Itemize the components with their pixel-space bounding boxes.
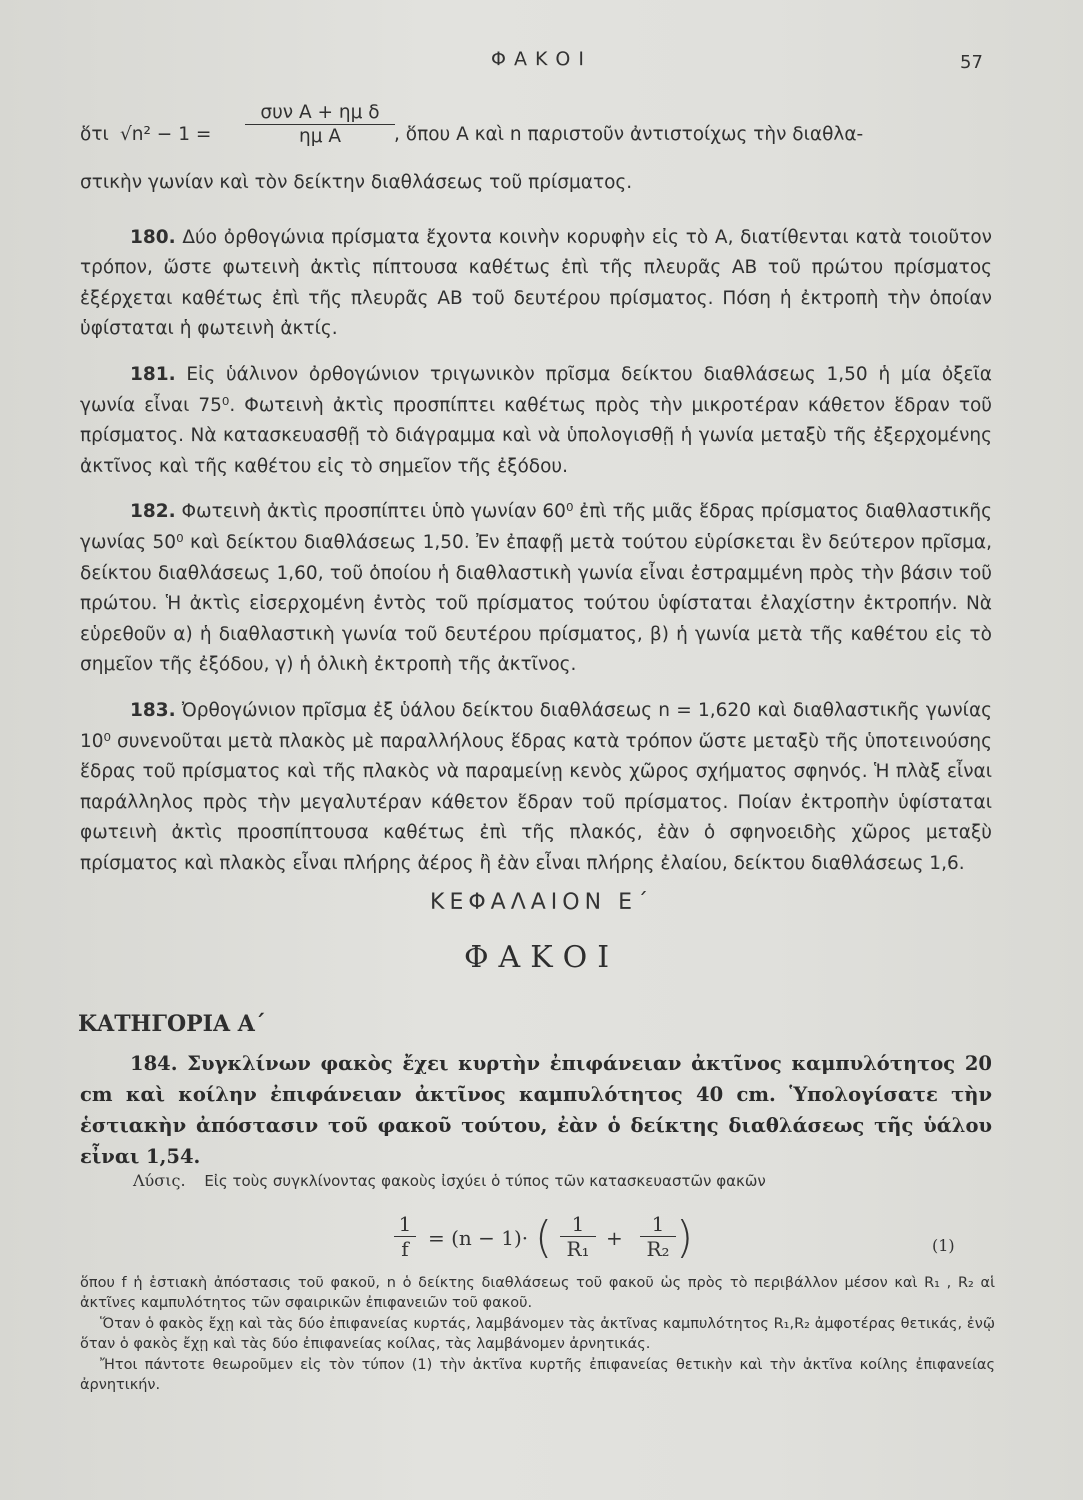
formula-prefix: ὅτι bbox=[80, 124, 109, 145]
problem-text: Ὀρθογώνιον πρῖσμα ἐξ ὑάλου δείκτου διαθλάσεως n = 1,620 καὶ διαθλαστικῆς γωνίας 10⁰ συνενοῦται μετὰ πλακὸς μὲ παραλλήλους ἕδρας κατὰ τρόπον ὥστε μεταξὺ τῆς ὑποτεινούσης ἕδρας τοῦ πρίσματος καὶ τῆς πλακὸς νὰ παραμείνῃ κενὸς χῶρος σχήματος σφηνός. Ἡ πλὰξ εἶναι παράλληλος πρὸς τὴν μεγαλυτέραν κάθετον ἕδραν τοῦ πρίσματος. Ποίαν ἐκτροπὴν ὑφίσταται φωτεινὴ ἀκτὶς προσπίπτουσα καθέτως ἐπὶ τῆς πλακός, ἐὰν ὁ σφηνοειδὴς χῶρος μεταξὺ πρίσματος καὶ πλακὸς εἶναι πλήρης ἀέρος ἢ ἐὰν εἶναι πλήρης ἐλαίου, δείκτου διαθλάσεως 1,6. bbox=[80, 699, 992, 874]
note-convex: Ὅταν ὁ φακὸς ἔχῃ καὶ τὰς δύο ἐπιφανείας κυρτάς, λαμβάνομεν τὰς ἀκτῖνας καμπυλότητος R₁,R₂ ἀμφοτέρας θετικάς, ἐνῷ ὅταν ὁ φακὸς ἔχῃ καὶ τὰς δύο ἐπιφανείας κοίλας, τὰς λαμβάνομεν ἀρνητικάς. bbox=[80, 1315, 995, 1353]
page-number: 57 bbox=[960, 52, 983, 73]
note-sign-rule: Ἤτοι πάντοτε θεωροῦμεν εἰς τὸν τύπον (1) τὴν ἀκτῖνα κυρτῆς ἐπιφανείας θετικὴν καὶ τὴν ἀκτῖνα κοίλης ἐπιφανείας ἀρνητικήν. bbox=[80, 1356, 995, 1394]
lensmaker-equation bbox=[370, 1210, 1000, 1270]
category-heading: ΚΑΤΗΓΟΡΙΑ Α΄ bbox=[78, 1011, 266, 1037]
formula-suffix: , ὅπου A καὶ n παριστοῦν ἀντιστοίχως τὴν διαθλα- bbox=[394, 124, 864, 145]
formula-numerator: συν A + ημ δ bbox=[245, 102, 395, 125]
eq-fraction-1-denominator: R₁ bbox=[566, 1237, 590, 1261]
main-text bbox=[80, 168, 992, 879]
eq-plus: + bbox=[606, 1226, 623, 1250]
eq-lhs-denominator: f bbox=[401, 1237, 409, 1261]
running-header: ΦΑΚΟΙ bbox=[491, 48, 592, 70]
solution-label: Λύσις. bbox=[133, 1171, 186, 1190]
eq-lhs-numerator: 1 bbox=[394, 1212, 416, 1237]
note-definitions: ὅπου f ἡ ἑστιακὴ ἀπόστασις τοῦ φακοῦ, n ὁ δείκτης διαθλάσεως τοῦ φακοῦ ὡς πρὸς τὸ περιβάλλον μέσον καὶ R₁ , R₂ αἱ ἀκτῖνες καμπυλότητος τῶν σφαιρικῶν ἐπιφανειῶν τοῦ φακοῦ. bbox=[80, 1275, 995, 1312]
eq-fraction-2-numerator: 1 bbox=[640, 1212, 676, 1237]
solution-notes bbox=[80, 1273, 995, 1395]
solution-intro bbox=[133, 1171, 993, 1190]
chapter-label: ΚΕΦΑΛΑΙΟΝ Ε΄ bbox=[430, 890, 653, 915]
eq-fraction-1-numerator: 1 bbox=[560, 1212, 596, 1237]
problem-number: 183. bbox=[130, 699, 176, 721]
eq-fraction-2 bbox=[640, 1212, 676, 1261]
chapter-title: ΦΑΚΟΙ bbox=[463, 940, 620, 975]
problem-number: 181. bbox=[130, 363, 176, 385]
problem-text: Εἰς ὑάλινον ὀρθογώνιον τριγωνικὸν πρῖσμα δείκτου διαθλάσεως 1,50 ἡ μία ὀξεῖα γωνία εἶναι 75⁰. Φωτεινὴ ἀκτὶς προσπίπτει καθέτως πρὸς τὴν μικροτέραν κάθετον ἕδραν τοῦ πρίσματος. Νὰ κατασκευασθῇ τὸ διάγραμμα καὶ νὰ ὑπολογισθῇ ἡ γωνία μεταξὺ τῆς ἐξερχομένης ἀκτῖνος καὶ τῆς καθέτου εἰς τὸ σημεῖον τῆς ἐξόδου. bbox=[80, 363, 992, 477]
eq-fraction-2-denominator: R₂ bbox=[646, 1237, 670, 1261]
problem-183 bbox=[80, 696, 992, 880]
problem-text: Δύο ὀρθογώνια πρίσματα ἔχοντα κοινὴν κορυφὴν εἰς τὸ A, διατίθενται κατὰ τοιοῦτον τρόπον, ὥστε φωτεινὴ ἀκτὶς πίπτουσα καθέτως ἐπὶ τῆς πλευρᾶς AB τοῦ πρώτου πρίσματος ἐξέρχεται καθέτως ἐπὶ τῆς πλευρᾶς AB τοῦ δευτέρου πρίσματος. Πόση ἡ ἐκτροπὴ τὴν ὁποίαν ὑφίσταται ἡ φωτεινὴ ἀκτίς. bbox=[80, 226, 992, 340]
eq-lhs-fraction bbox=[394, 1212, 416, 1261]
formula-sqrt: √n² − 1 = bbox=[120, 124, 212, 145]
problem-text: Φωτεινὴ ἀκτὶς προσπίπτει ὑπὸ γωνίαν 60⁰ ἐπὶ τῆς μιᾶς ἕδρας πρίσματος διαθλαστικῆς γωνίας 50⁰ καὶ δείκτου διαθλάσεως 1,50. Ἐν ἐπαφῇ μετὰ τούτου εὑρίσκεται ἓν δεύτερον πρῖσμα, δείκτου διαθλάσεως 1,60, τοῦ ὁποίου ἡ διαθλαστικὴ γωνία εἶναι ἐστραμμένη πρὸς τὴν βάσιν τοῦ πρώτου. Ἡ ἀκτὶς εἰσερχομένη ἐντὸς τοῦ πρίσματος τούτου ὑφίσταται ἐλαχίστην ἐκτροπήν. Νὰ εὑρεθοῦν α) ἡ διαθλαστικὴ γωνία τοῦ δευτέρου πρίσματος, β) ἡ γωνία μετὰ τῆς καθέτου εἰς τὸ σημεῖον τῆς ἐξόδου, γ) ἡ ὁλικὴ ἐκτροπὴ τῆς ἀκτῖνος. bbox=[80, 501, 992, 676]
formula-continuation: στικὴν γωνίαν καὶ τὸν δείκτην διαθλάσεως τοῦ πρίσματος. bbox=[80, 172, 633, 193]
solution-intro-text: Εἰς τοὺς συγκλίνοντας φακοὺς ἰσχύει ὁ τύπος τῶν κατασκευαστῶν φακῶν bbox=[204, 1172, 766, 1190]
problem-number: 182. bbox=[130, 501, 176, 523]
formula-fraction bbox=[245, 102, 395, 147]
eq-middle: = (n − 1)· bbox=[428, 1226, 529, 1250]
problem-180 bbox=[80, 223, 992, 345]
eq-number: (1) bbox=[932, 1236, 955, 1255]
eq-close-paren: ) bbox=[676, 1212, 694, 1263]
problem-number: 184. bbox=[130, 1052, 178, 1075]
problem-184 bbox=[80, 1048, 992, 1172]
eq-fraction-1 bbox=[560, 1212, 596, 1261]
problem-182 bbox=[80, 497, 992, 681]
problem-181 bbox=[80, 360, 992, 482]
problem-text: Συγκλίνων φακὸς ἔχει κυρτὴν ἐπιφάνειαν ἀκτῖνος καμπυλότητος 20 cm καὶ κοίλην ἐπιφάνειαν ἀκτῖνος καμπυλότητος 40 cm. Ὑπολογίσατε τὴν ἑστιακὴν ἀπόστασιν τοῦ φακοῦ τούτου, ἐὰν ὁ δείκτης διαθλάσεως τῆς ὑάλου εἶναι 1,54. bbox=[80, 1052, 992, 1168]
eq-open-paren: ( bbox=[535, 1212, 553, 1263]
problem-number: 180. bbox=[130, 226, 176, 248]
formula-denominator: ημ A bbox=[298, 126, 342, 147]
intro-formula bbox=[80, 102, 992, 162]
